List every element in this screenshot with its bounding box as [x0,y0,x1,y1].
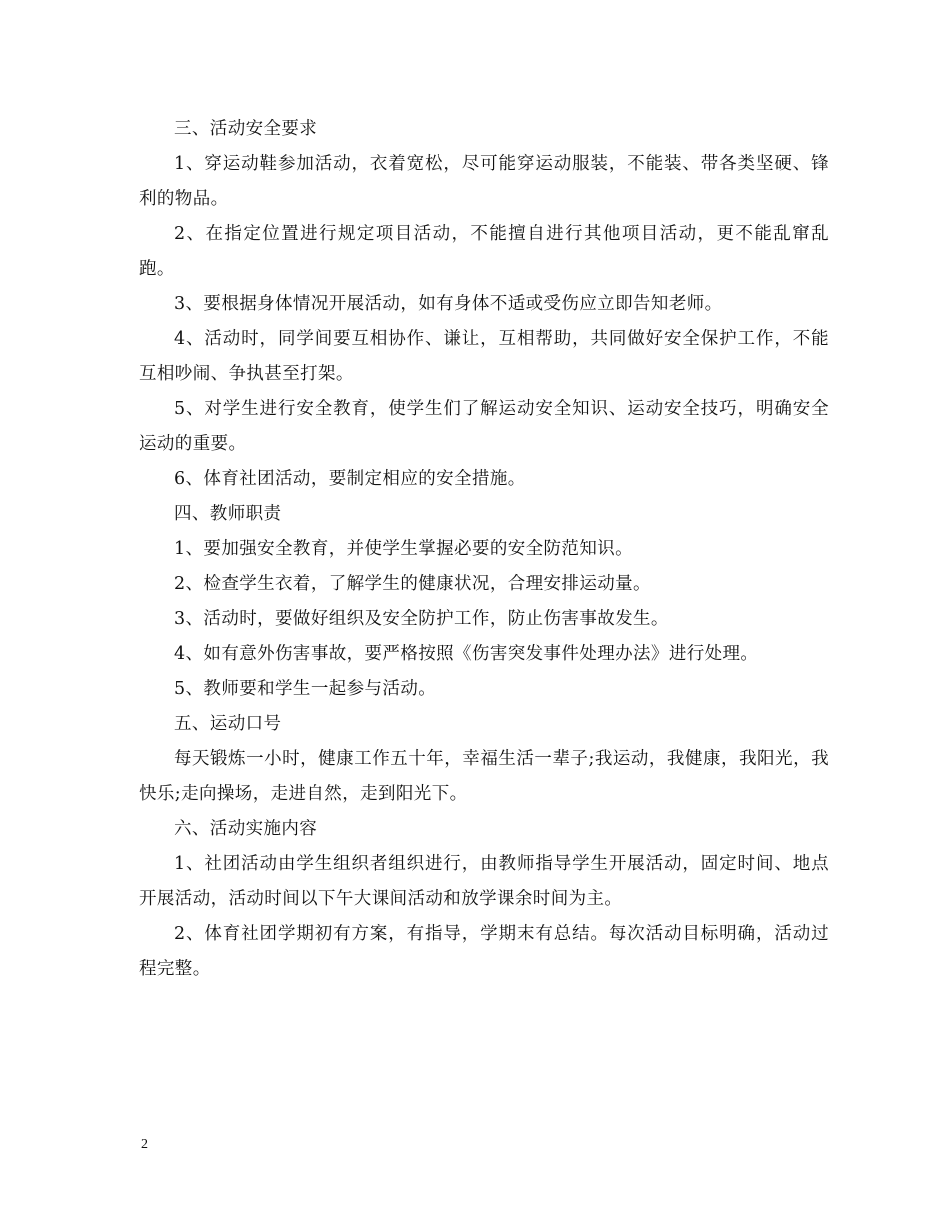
section-heading-safety: 三、活动安全要求 [174,119,318,139]
document-body [139,112,829,987]
section-heading-implementation: 六、活动实施内容 [174,819,318,839]
implementation-item-2: 2、体育社团学期初有方案，有指导，学期末有总结。每次活动目标明确，活动过程完整。 [139,924,829,979]
slogan-text: 每天锻炼一小时，健康工作五十年，幸福生活一辈子;我运动，我健康，我阳光，我快乐;走向操场，走进自然，走到阳光下。 [139,749,829,804]
safety-item-3: 3、要根据身体情况开展活动，如有身体不适或受伤应立即告知老师。 [174,294,723,314]
teacher-duty-4: 4、如有意外伤害事故，要严格按照《伤害突发事件处理办法》进行处理。 [174,644,759,664]
teacher-duty-5: 5、教师要和学生一起参与活动。 [174,679,437,699]
safety-item-6: 6、体育社团活动，要制定相应的安全措施。 [174,469,526,489]
page-number: 2 [141,1137,148,1152]
safety-item-2: 2、在指定位置进行规定项目活动，不能擅自进行其他项目活动，更不能乱窜乱跑。 [139,224,829,279]
implementation-item-1: 1、社团活动由学生组织者组织进行，由教师指导学生开展活动，固定时间、地点开展活动，活动时间以下午大课间活动和放学课余时间为主。 [139,854,829,909]
safety-item-4: 4、活动时，同学间要互相协作、谦让，互相帮助，共同做好安全保护工作，不能互相吵闹、争执甚至打架。 [139,329,829,384]
section-heading-slogan: 五、运动口号 [174,714,282,734]
teacher-duty-2: 2、检查学生衣着，了解学生的健康状况，合理安排运动量。 [174,574,651,594]
section-heading-teacher-duties: 四、教师职责 [174,504,282,524]
safety-item-5: 5、对学生进行安全教育，使学生们了解运动安全知识、运动安全技巧，明确安全运动的重要。 [139,399,829,454]
teacher-duty-3: 3、活动时，要做好组织及安全防护工作，防止伤害事故发生。 [174,609,669,629]
teacher-duty-1: 1、要加强安全教育，并使学生掌握必要的安全防范知识。 [174,539,634,559]
safety-item-1: 1、穿运动鞋参加活动，衣着宽松，尽可能穿运动服装，不能装、带各类坚硬、锋利的物品。 [139,154,829,209]
